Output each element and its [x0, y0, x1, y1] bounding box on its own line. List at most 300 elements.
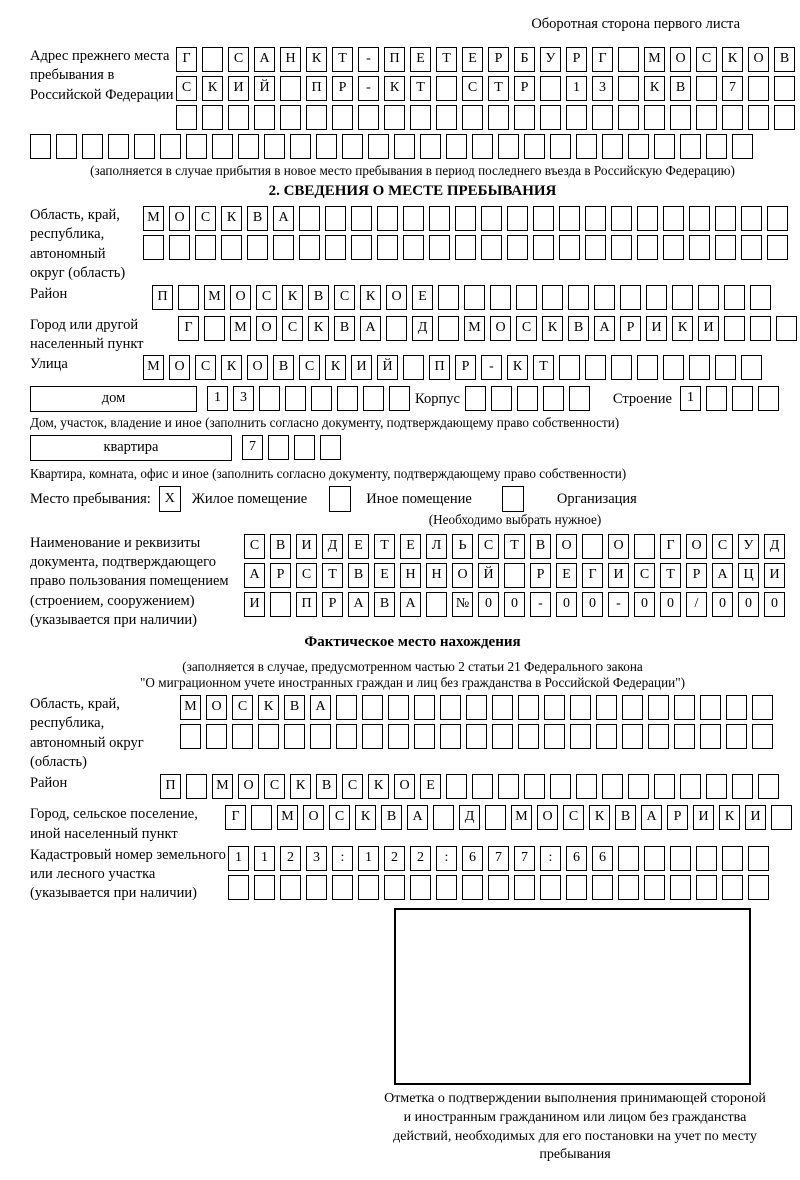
char-box[interactable]: И — [244, 592, 265, 617]
char-box[interactable]: О — [386, 285, 407, 310]
char-box[interactable] — [507, 235, 528, 260]
char-box[interactable] — [264, 134, 285, 159]
char-box[interactable] — [670, 875, 691, 900]
char-box[interactable] — [273, 235, 294, 260]
char-box[interactable]: Н — [426, 563, 447, 588]
char-box[interactable] — [663, 235, 684, 260]
char-box[interactable] — [576, 774, 597, 799]
char-box[interactable] — [433, 805, 454, 830]
char-box[interactable] — [389, 386, 410, 411]
char-box[interactable]: К — [384, 76, 405, 101]
char-box[interactable]: К — [644, 76, 665, 101]
char-box[interactable] — [544, 724, 565, 749]
char-box[interactable]: Е — [374, 563, 395, 588]
char-box[interactable]: Д — [412, 316, 433, 341]
char-box[interactable]: Е — [556, 563, 577, 588]
char-box[interactable]: И — [351, 355, 372, 380]
char-box[interactable] — [394, 134, 415, 159]
char-box[interactable] — [258, 724, 279, 749]
char-box[interactable] — [618, 105, 639, 130]
char-box[interactable] — [542, 285, 563, 310]
char-box[interactable] — [514, 875, 535, 900]
char-box[interactable]: Е — [462, 47, 483, 72]
char-box[interactable]: К — [355, 805, 376, 830]
char-box[interactable]: О — [686, 534, 707, 559]
char-box[interactable]: М — [511, 805, 532, 830]
char-box[interactable]: К — [722, 47, 743, 72]
char-box[interactable]: С — [176, 76, 197, 101]
char-box[interactable]: С — [256, 285, 277, 310]
char-box[interactable]: К — [221, 355, 242, 380]
char-box[interactable] — [715, 206, 736, 231]
char-box[interactable]: О — [256, 316, 277, 341]
char-box[interactable] — [715, 355, 736, 380]
char-box[interactable]: 2 — [410, 846, 431, 871]
char-box[interactable] — [362, 695, 383, 720]
char-box[interactable] — [618, 76, 639, 101]
char-box[interactable]: В — [774, 47, 795, 72]
char-box[interactable] — [752, 724, 773, 749]
char-box[interactable] — [722, 846, 743, 871]
char-box[interactable] — [674, 724, 695, 749]
char-box[interactable] — [724, 316, 745, 341]
char-box[interactable]: И — [693, 805, 714, 830]
char-box[interactable]: : — [436, 846, 457, 871]
char-box[interactable]: А — [244, 563, 265, 588]
char-box[interactable] — [550, 134, 571, 159]
char-box[interactable] — [767, 206, 788, 231]
char-box[interactable]: Р — [488, 47, 509, 72]
char-box[interactable] — [485, 805, 506, 830]
char-box[interactable]: О — [670, 47, 691, 72]
char-box[interactable] — [488, 105, 509, 130]
char-box[interactable]: 0 — [478, 592, 499, 617]
char-box[interactable] — [466, 724, 487, 749]
char-box[interactable]: В — [381, 805, 402, 830]
char-box[interactable] — [440, 724, 461, 749]
char-box[interactable]: О — [303, 805, 324, 830]
char-box[interactable] — [498, 774, 519, 799]
char-box[interactable]: К — [308, 316, 329, 341]
char-box[interactable] — [715, 235, 736, 260]
char-box[interactable] — [628, 134, 649, 159]
char-box[interactable] — [654, 134, 675, 159]
char-box[interactable]: В — [530, 534, 551, 559]
char-box[interactable]: И — [698, 316, 719, 341]
char-box[interactable]: П — [306, 76, 327, 101]
char-box[interactable] — [358, 105, 379, 130]
char-box[interactable] — [143, 235, 164, 260]
char-box[interactable] — [377, 206, 398, 231]
char-box[interactable] — [280, 76, 301, 101]
char-box[interactable]: В — [568, 316, 589, 341]
char-box[interactable] — [706, 134, 727, 159]
char-box[interactable]: В — [334, 316, 355, 341]
char-box[interactable] — [696, 105, 717, 130]
char-box[interactable] — [436, 105, 457, 130]
char-box[interactable]: С — [563, 805, 584, 830]
char-box[interactable]: И — [764, 563, 785, 588]
char-box[interactable] — [689, 235, 710, 260]
char-box[interactable]: 0 — [738, 592, 759, 617]
char-box[interactable]: 6 — [592, 846, 613, 871]
char-box[interactable]: Т — [436, 47, 457, 72]
char-box[interactable] — [698, 285, 719, 310]
char-box[interactable]: 3 — [233, 386, 254, 411]
char-box[interactable]: Р — [322, 592, 343, 617]
char-box[interactable]: А — [594, 316, 615, 341]
char-box[interactable] — [700, 724, 721, 749]
char-box[interactable] — [644, 105, 665, 130]
char-box[interactable]: : — [332, 846, 353, 871]
char-box[interactable]: К — [202, 76, 223, 101]
char-box[interactable] — [741, 206, 762, 231]
char-box[interactable]: Г — [660, 534, 681, 559]
char-box[interactable] — [559, 355, 580, 380]
char-box[interactable]: А — [254, 47, 275, 72]
char-box[interactable] — [566, 875, 587, 900]
char-box[interactable] — [576, 134, 597, 159]
char-box[interactable] — [732, 774, 753, 799]
char-box[interactable]: С — [334, 285, 355, 310]
checkbox-organizatsiya[interactable] — [502, 486, 524, 512]
char-box[interactable]: К — [282, 285, 303, 310]
char-box[interactable] — [492, 695, 513, 720]
char-box[interactable]: Т — [322, 563, 343, 588]
char-box[interactable] — [724, 285, 745, 310]
char-box[interactable]: В — [284, 695, 305, 720]
char-box[interactable]: 0 — [582, 592, 603, 617]
char-box[interactable]: О — [206, 695, 227, 720]
char-box[interactable]: 7 — [722, 76, 743, 101]
char-box[interactable]: С — [244, 534, 265, 559]
char-box[interactable] — [540, 875, 561, 900]
char-box[interactable]: Т — [332, 47, 353, 72]
char-box[interactable]: Г — [582, 563, 603, 588]
char-box[interactable] — [559, 206, 580, 231]
char-box[interactable]: Ь — [452, 534, 473, 559]
char-box[interactable] — [358, 875, 379, 900]
char-box[interactable] — [602, 774, 623, 799]
char-box[interactable] — [414, 695, 435, 720]
char-box[interactable] — [410, 105, 431, 130]
char-box[interactable] — [251, 805, 272, 830]
char-box[interactable] — [403, 355, 424, 380]
char-box[interactable] — [268, 435, 289, 460]
char-box[interactable]: О — [247, 355, 268, 380]
char-box[interactable] — [178, 285, 199, 310]
char-box[interactable] — [490, 285, 511, 310]
char-box[interactable]: О — [748, 47, 769, 72]
char-box[interactable] — [611, 355, 632, 380]
char-box[interactable] — [498, 134, 519, 159]
char-box[interactable]: Й — [377, 355, 398, 380]
char-box[interactable] — [462, 875, 483, 900]
char-box[interactable] — [732, 386, 753, 411]
char-box[interactable]: Е — [348, 534, 369, 559]
char-box[interactable] — [455, 235, 476, 260]
char-box[interactable]: С — [516, 316, 537, 341]
char-box[interactable]: В — [273, 355, 294, 380]
char-box[interactable]: М — [143, 206, 164, 231]
char-box[interactable] — [465, 386, 486, 411]
char-box[interactable]: Д — [764, 534, 785, 559]
char-box[interactable]: А — [360, 316, 381, 341]
char-box[interactable] — [169, 235, 190, 260]
char-box[interactable] — [108, 134, 129, 159]
char-box[interactable]: Й — [254, 76, 275, 101]
char-box[interactable]: В — [615, 805, 636, 830]
char-box[interactable]: А — [712, 563, 733, 588]
char-box[interactable] — [516, 285, 537, 310]
char-box[interactable] — [228, 875, 249, 900]
char-box[interactable] — [648, 724, 669, 749]
char-box[interactable]: К — [221, 206, 242, 231]
char-box[interactable]: И — [745, 805, 766, 830]
char-box[interactable]: Г — [178, 316, 199, 341]
char-box[interactable] — [384, 105, 405, 130]
char-box[interactable] — [594, 285, 615, 310]
char-box[interactable] — [438, 316, 459, 341]
char-box[interactable] — [436, 76, 457, 101]
char-box[interactable]: П — [429, 355, 450, 380]
char-box[interactable]: Р — [530, 563, 551, 588]
char-box[interactable] — [524, 774, 545, 799]
char-box[interactable] — [342, 134, 363, 159]
char-box[interactable] — [238, 134, 259, 159]
char-box[interactable]: М — [204, 285, 225, 310]
char-box[interactable]: 6 — [566, 846, 587, 871]
char-box[interactable] — [540, 105, 561, 130]
char-box[interactable]: - — [481, 355, 502, 380]
char-box[interactable] — [569, 386, 590, 411]
char-box[interactable]: Р — [686, 563, 707, 588]
char-box[interactable] — [337, 386, 358, 411]
char-box[interactable]: М — [143, 355, 164, 380]
char-box[interactable]: Р — [455, 355, 476, 380]
char-box[interactable] — [732, 134, 753, 159]
char-box[interactable] — [299, 206, 320, 231]
char-box[interactable]: Р — [620, 316, 641, 341]
char-box[interactable] — [403, 206, 424, 231]
char-box[interactable] — [186, 774, 207, 799]
char-box[interactable]: В — [348, 563, 369, 588]
char-box[interactable] — [758, 386, 779, 411]
char-box[interactable] — [628, 774, 649, 799]
char-box[interactable] — [221, 235, 242, 260]
char-box[interactable] — [582, 534, 603, 559]
char-box[interactable] — [332, 875, 353, 900]
char-box[interactable] — [680, 134, 701, 159]
char-box[interactable] — [670, 105, 691, 130]
char-box[interactable]: Т — [374, 534, 395, 559]
char-box[interactable]: Г — [176, 47, 197, 72]
char-box[interactable]: О — [230, 285, 251, 310]
char-box[interactable]: Н — [280, 47, 301, 72]
char-box[interactable] — [410, 875, 431, 900]
char-box[interactable]: Т — [533, 355, 554, 380]
char-box[interactable] — [440, 695, 461, 720]
char-box[interactable] — [748, 105, 769, 130]
char-box[interactable]: О — [394, 774, 415, 799]
char-box[interactable]: 3 — [592, 76, 613, 101]
char-box[interactable] — [726, 695, 747, 720]
char-box[interactable] — [285, 386, 306, 411]
char-box[interactable] — [377, 235, 398, 260]
char-box[interactable]: В — [670, 76, 691, 101]
char-box[interactable]: Н — [400, 563, 421, 588]
char-box[interactable] — [706, 386, 727, 411]
char-box[interactable] — [663, 355, 684, 380]
char-box[interactable]: К — [542, 316, 563, 341]
char-box[interactable]: Й — [478, 563, 499, 588]
char-box[interactable] — [311, 386, 332, 411]
char-box[interactable]: 1 — [254, 846, 275, 871]
char-box[interactable]: Т — [488, 76, 509, 101]
char-box[interactable]: С — [329, 805, 350, 830]
char-box[interactable] — [212, 134, 233, 159]
char-box[interactable] — [259, 386, 280, 411]
char-box[interactable]: - — [530, 592, 551, 617]
char-box[interactable] — [648, 695, 669, 720]
char-box[interactable] — [160, 134, 181, 159]
char-box[interactable] — [634, 534, 655, 559]
char-box[interactable] — [748, 846, 769, 871]
char-box[interactable] — [507, 206, 528, 231]
char-box[interactable] — [559, 235, 580, 260]
char-box[interactable] — [481, 206, 502, 231]
char-box[interactable] — [202, 105, 223, 130]
char-box[interactable] — [429, 235, 450, 260]
char-box[interactable]: К — [507, 355, 528, 380]
char-box[interactable]: И — [296, 534, 317, 559]
char-box[interactable] — [674, 695, 695, 720]
char-box[interactable] — [446, 774, 467, 799]
char-box[interactable] — [206, 724, 227, 749]
char-box[interactable] — [420, 134, 441, 159]
char-box[interactable] — [750, 316, 771, 341]
char-box[interactable]: Б — [514, 47, 535, 72]
char-box[interactable]: И — [646, 316, 667, 341]
char-box[interactable]: М — [277, 805, 298, 830]
char-box[interactable] — [481, 235, 502, 260]
char-box[interactable] — [637, 206, 658, 231]
char-box[interactable] — [368, 134, 389, 159]
char-box[interactable]: 6 — [462, 846, 483, 871]
char-box[interactable]: Т — [660, 563, 681, 588]
char-box[interactable] — [680, 774, 701, 799]
char-box[interactable] — [622, 724, 643, 749]
char-box[interactable]: А — [400, 592, 421, 617]
char-box[interactable]: Е — [420, 774, 441, 799]
char-box[interactable] — [585, 235, 606, 260]
char-box[interactable]: Е — [400, 534, 421, 559]
char-box[interactable] — [310, 724, 331, 749]
char-box[interactable] — [672, 285, 693, 310]
char-box[interactable] — [654, 774, 675, 799]
char-box[interactable]: А — [273, 206, 294, 231]
char-box[interactable] — [180, 724, 201, 749]
char-box[interactable] — [533, 206, 554, 231]
char-box[interactable] — [228, 105, 249, 130]
char-box[interactable] — [726, 724, 747, 749]
char-box[interactable]: А — [348, 592, 369, 617]
char-box[interactable]: В — [316, 774, 337, 799]
char-box[interactable]: С — [282, 316, 303, 341]
char-box[interactable]: С — [342, 774, 363, 799]
char-box[interactable]: М — [212, 774, 233, 799]
char-box[interactable] — [774, 76, 795, 101]
char-box[interactable] — [748, 875, 769, 900]
char-box[interactable]: М — [230, 316, 251, 341]
char-box[interactable]: 1 — [358, 846, 379, 871]
char-box[interactable]: О — [490, 316, 511, 341]
char-box[interactable] — [270, 592, 291, 617]
char-box[interactable] — [618, 47, 639, 72]
char-box[interactable]: А — [407, 805, 428, 830]
char-box[interactable] — [384, 875, 405, 900]
char-box[interactable] — [622, 695, 643, 720]
char-box[interactable]: С — [264, 774, 285, 799]
char-box[interactable] — [426, 592, 447, 617]
char-box[interactable] — [362, 724, 383, 749]
char-box[interactable]: А — [310, 695, 331, 720]
char-box[interactable]: А — [641, 805, 662, 830]
char-box[interactable]: 1 — [207, 386, 228, 411]
char-box[interactable] — [611, 206, 632, 231]
char-box[interactable]: : — [540, 846, 561, 871]
char-box[interactable] — [518, 724, 539, 749]
char-box[interactable] — [472, 774, 493, 799]
char-box[interactable] — [644, 846, 665, 871]
char-box[interactable] — [316, 134, 337, 159]
char-box[interactable] — [336, 695, 357, 720]
char-box[interactable] — [518, 695, 539, 720]
char-box[interactable] — [592, 105, 613, 130]
char-box[interactable]: В — [374, 592, 395, 617]
char-box[interactable] — [332, 105, 353, 130]
char-box[interactable] — [414, 724, 435, 749]
char-box[interactable]: / — [686, 592, 707, 617]
char-box[interactable] — [455, 206, 476, 231]
char-box[interactable] — [491, 386, 512, 411]
char-box[interactable] — [306, 875, 327, 900]
char-box[interactable]: О — [169, 206, 190, 231]
char-box[interactable] — [56, 134, 77, 159]
char-box[interactable]: Р — [514, 76, 535, 101]
char-box[interactable] — [696, 875, 717, 900]
char-box[interactable] — [750, 285, 771, 310]
char-box[interactable]: М — [644, 47, 665, 72]
char-box[interactable] — [566, 105, 587, 130]
char-box[interactable]: 1 — [566, 76, 587, 101]
char-box[interactable]: Е — [410, 47, 431, 72]
char-box[interactable] — [320, 435, 341, 460]
char-box[interactable]: М — [464, 316, 485, 341]
char-box[interactable] — [325, 235, 346, 260]
char-box[interactable] — [544, 695, 565, 720]
char-box[interactable] — [585, 355, 606, 380]
char-box[interactable] — [596, 695, 617, 720]
char-box[interactable] — [462, 105, 483, 130]
char-box[interactable] — [492, 724, 513, 749]
char-box[interactable] — [176, 105, 197, 130]
char-box[interactable] — [758, 774, 779, 799]
char-box[interactable] — [290, 134, 311, 159]
char-box[interactable] — [748, 76, 769, 101]
char-box[interactable] — [771, 805, 792, 830]
char-box[interactable] — [543, 386, 564, 411]
